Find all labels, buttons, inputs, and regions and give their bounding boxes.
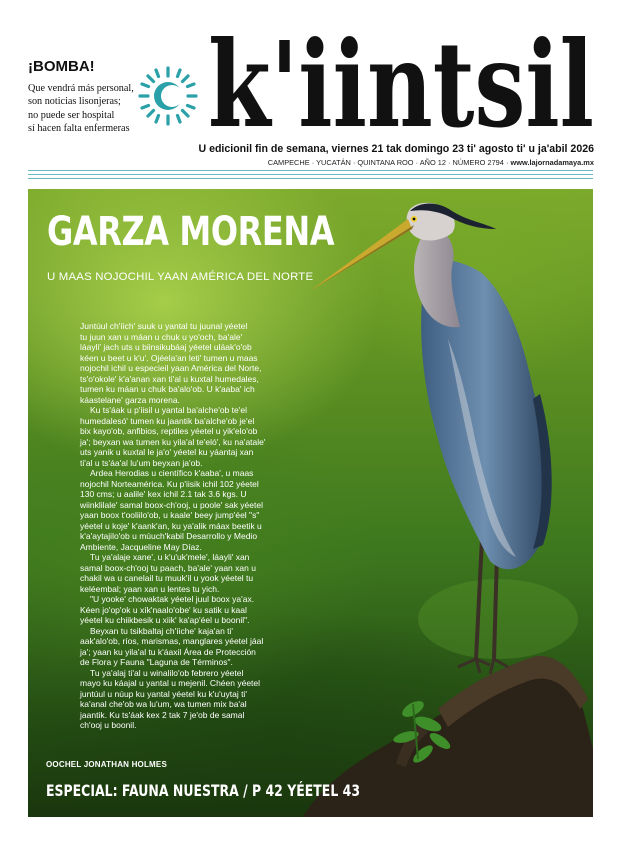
article-paragraph [80,594,325,626]
body-line: samal boox-ch'ooj tu paach, ba'ale' yaan xan u [80,562,256,573]
meta-text: CAMPECHE · YUCATÁN · QUINTANA ROO · AÑO 12 · NÚMERO 2794 · [267,158,511,167]
body-line: nojochil ichil u especieil yaan América del Norte, [80,363,262,373]
body-line: de Flora y Fauna "Laguna de Términos". [80,657,233,667]
article-body [80,321,325,731]
verse-line: son noticias lisonjeras; [28,96,121,108]
body-line: láayli' jach uts u biinsikubáaj yéetel uláak'o'ob [80,342,252,352]
website-link[interactable]: www.lajornadamaya.mx [510,158,594,167]
body-line: ja'; beyxan wa tumen ku yila'al te'eló', ku na'atale' [80,436,266,447]
body-line: "U yooke' chowaktak yéetel juul boox ya'ax. [90,594,255,604]
edition-line: U edicionil fin de semana, viernes 21 tak domingo 23 ti' agosto ti' u ja'abil 2026 [198,143,594,155]
body-line: bix kayo'ob, anfibios, reptiles yéetel u yik'elo'ob [80,426,258,436]
article-paragraph [80,668,325,731]
body-line: Kéen jo'op'ok u xík'naalo'obe' ku satik u kaal [80,604,247,615]
body-line: juntúul u núup ku yantal yéetel ku k'u'uytaj ti' [80,688,247,699]
body-line: ch'ooj u boonil. [80,720,137,730]
body-line: nojochil Norteamérica. Ku p'iisik ichil 102 yéetel [80,478,259,489]
body-line: kéen u beet u k'u'. Ojéela'an leti' tumen u maas [80,352,258,363]
body-line: ts'o'okole' k'a'anan xan ti'al u kuxtal humedales, [80,373,259,384]
article-paragraph [80,321,325,405]
masthead-logo [208,20,598,138]
body-line: yaan boox t'ooliilo'ob, u kaale' beey jump'éel "s" [80,510,260,520]
article-paragraph [80,405,325,468]
meta-line [268,158,594,167]
article-paragraph [80,626,325,668]
cover-headline: GARZA MORENA [47,209,335,255]
body-line: ti'al u ts'áa'al lu'um beyxan ja'ob. [80,457,203,468]
body-line: jaantik. Ku ts'áak kex 2 tak 7 je'ob de samal [80,709,245,720]
verse-line: no puede ser hospital [28,109,115,121]
sidebar-title: ¡BOMBA! [28,58,95,75]
body-line: yéetel u koje' k'aank'an, ku ya'alik máax beetik u [80,520,262,531]
body-line: Ardea Herodias u científico k'aaba', u maas [90,468,254,478]
photo-credit: OOCHEL JONATHAN HOLMES [46,760,167,769]
body-line: Juntúul ch'íich' suuk u yantal tu juunal yéetel [80,321,248,331]
divider [28,174,593,175]
body-line: Tu ya'alaje xane', u k'u'uk'mele', láayli' xan [90,552,250,562]
body-line: 130 cms; u aalile' kex ichil 2.1 tak 3.6 kgs. U [80,489,247,499]
body-line: yéetel ku chiikbesik u xiik' ka'ap'éel u boonil". [80,615,250,625]
divider [28,170,593,171]
article-paragraph [80,552,325,594]
body-line: tu juun xan u máan u chuk u yo'och, ba'ale' [80,331,243,342]
verse-line: sí hacen falta enfermeras [28,123,130,135]
body-line: humedalesó' tumen ku jaantik ba'alche'ob je'el [80,415,255,426]
body-line: káastelane' garza morena. [80,394,180,405]
body-line: k'a'aytajilo'ob u múuch'kabil Desarrollo y Medio [80,531,258,541]
body-line: tumen ku máan u chuk ba'alo'ob. U k'aaba' ich [80,384,255,394]
divider [28,178,593,179]
body-line: aak'alo'ob, ríos, marismas, manglares yéetel jáal [80,636,264,646]
special-section-link[interactable]: ESPECIAL: FAUNA NUESTRA / P 42 YÉETEL 43 [46,781,360,800]
body-line: mayo ku káajal u yantal u mejenil. Chéen yéetel [80,678,261,688]
cover-photo [28,189,593,817]
body-line: Ambiente, Jacqueline May Díaz. [80,541,202,552]
masthead-name: k'iintsil [208,20,594,138]
article-paragraph [80,468,325,552]
body-line: ja'; yaan ku yila'al tu k'áaxil Área de Protección [80,646,256,657]
body-line: Tu ya'alaj ti'al u winalilo'ob febrero yéetel [90,667,244,678]
body-line: uts yanik u kuxtal le ja'o' yéetel ku yáantaj xan [80,447,254,457]
cover-subhead: U MAAS NOJOCHIL YAAN AMÉRICA DEL NORTE [47,271,314,283]
verse-line: Que vendrá más personal, [28,83,134,94]
body-line: Beyxan tu tsikbaltaj ch'íiche' kaja'an ti' [90,625,234,636]
sun-logo-icon [137,65,199,127]
body-line: ka'anal che'ob wa lu'um, wa tumen mix ba'al [80,699,247,709]
body-line: chakil wa u canelail tu muuk'il u yook yéetel tu [80,573,254,583]
body-line: wiinklilale' samal boox-ch'ooj, u poole' sak yéetel [80,499,263,510]
body-line: Ku ts'áak u p'iisil u yantal ba'alche'ob te'el [90,405,247,415]
body-line: keléembal; yaan xan u lentes tu yich. [80,583,220,594]
